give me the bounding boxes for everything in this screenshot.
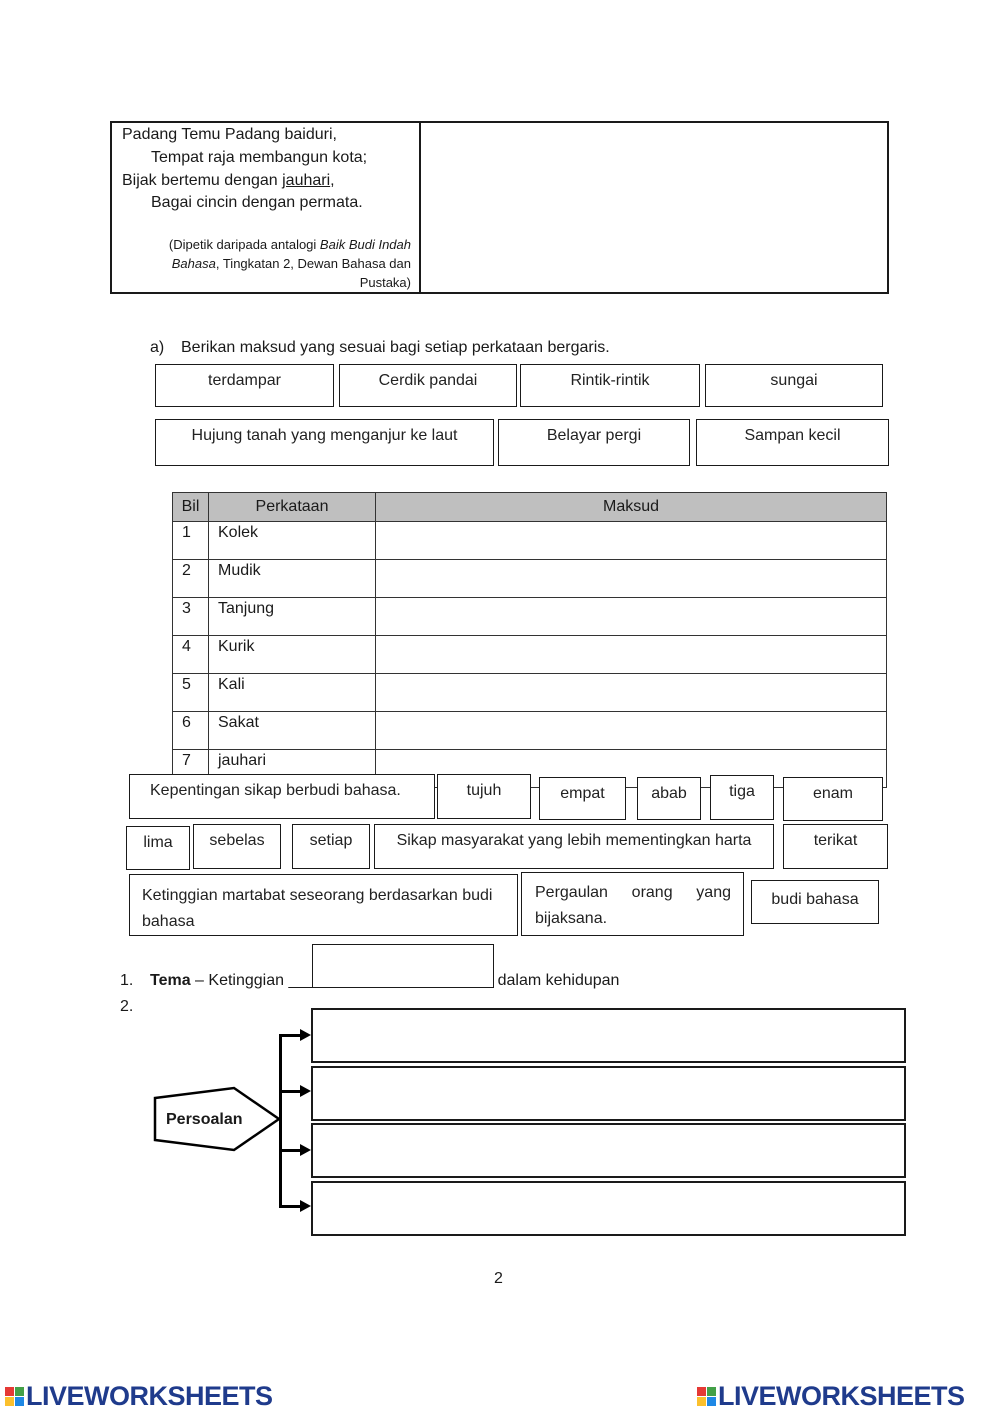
footer-brand-left: LIVEWORKSHEETS [26,1380,273,1411]
tema-number: 1. [120,972,134,989]
answer-chip-abab[interactable]: abab [637,777,701,820]
tema-label: Tema [150,972,191,989]
poem-text-cell [112,123,421,292]
answer-chip-lima[interactable]: lima [126,826,190,870]
footer-logo-right[interactable] [697,1379,965,1413]
meaning-table [172,492,887,788]
row-word: Sakat [209,712,376,750]
bracket-vertical-line [279,1035,282,1208]
poem-answer-cell[interactable] [421,123,887,292]
arrow-head-1-icon [300,1029,311,1041]
row-answer-drop[interactable] [376,598,887,636]
row-answer-drop[interactable] [376,560,887,598]
table-row [173,636,887,674]
row-bil: 5 [173,674,209,712]
answer-chip-ketinggian-martabat[interactable]: Ketinggian martabat seseorang berdasarkan budi bahasa [129,874,518,936]
source-suffix: , Tingkatan 2, Dewan Bahasa dan Pustaka) [215,256,411,290]
table-row [173,522,887,560]
row-answer-drop[interactable] [376,674,887,712]
table-row [173,560,887,598]
poem-source [131,235,411,292]
arrow-head-4-icon [300,1200,311,1212]
answer-chip-budi-bahasa[interactable]: budi bahasa [751,880,879,924]
persoalan-answer-box-2[interactable] [311,1066,906,1121]
persoalan-answer-box-4[interactable] [311,1181,906,1236]
answer-chip-tiga[interactable]: tiga [710,775,774,820]
persoalan-label: Persoalan [166,1111,243,1128]
answer-chip-enam[interactable]: enam [783,777,883,821]
row-word: jauhari [209,750,376,788]
poem-line-3-comma: , [330,172,335,189]
table-header-row [173,493,887,522]
logo-mark-icon [697,1387,716,1406]
row-bil: 2 [173,560,209,598]
row-answer-drop[interactable] [376,522,887,560]
row-word: Tanjung [209,598,376,636]
tema-blank-line: _______________________ [288,972,494,989]
arrow-stem-3 [279,1149,301,1152]
answer-chip-hujung-tanah[interactable]: Hujung tanah yang menganjur ke laut [155,419,494,466]
footer-logo-left[interactable] [5,1379,273,1413]
row-bil: 6 [173,712,209,750]
row-answer-drop[interactable] [376,636,887,674]
poem-box [110,121,889,294]
row-word: Kali [209,674,376,712]
poem-line-1: Padang Temu Padang baiduri, [122,126,337,143]
persoalan-number: 2. [120,998,134,1015]
source-prefix: (Dipetik daripada antalogi [168,237,320,252]
header-bil: Bil [173,493,209,522]
question-a-text: Berikan maksud yang sesuai bagi setiap perkataan bergaris. [181,339,610,356]
row-word: Mudik [209,560,376,598]
persoalan-answer-box-1[interactable] [311,1008,906,1063]
question-a-label: a) [150,339,165,356]
answer-chip-sungai[interactable]: sungai [705,364,883,407]
poem-line-3-text: Bijak bertemu dengan [122,172,283,189]
row-bil: 7 [173,750,209,788]
poem-line-4: Bagai cincin dengan permata. [151,194,363,211]
row-word: Kolek [209,522,376,560]
header-perkataan: Perkataan [209,493,376,522]
arrow-stem-1 [279,1034,301,1037]
arrow-head-3-icon [300,1144,311,1156]
answer-chip-tujuh[interactable]: tujuh [437,774,531,819]
persoalan-answer-box-3[interactable] [311,1123,906,1178]
answer-chip-terikat[interactable]: terikat [783,824,888,869]
row-answer-drop[interactable] [376,712,887,750]
answer-chip-empat[interactable]: empat [539,777,626,820]
table-row [173,674,887,712]
page-number: 2 [494,1270,503,1287]
tema-prefix: – Ketinggian [190,972,289,989]
answer-chip-setiap[interactable]: setiap [292,824,370,869]
arrow-head-2-icon [300,1085,311,1097]
row-bil: 1 [173,522,209,560]
arrow-stem-2 [279,1090,301,1093]
table-row [173,712,887,750]
row-bil: 3 [173,598,209,636]
answer-chip-sebelas[interactable]: sebelas [193,824,281,869]
answer-chip-sikap-masyarakat[interactable]: Sikap masyarakat yang lebih mementingkan harta [374,824,774,869]
answer-chip-rintik-rintik[interactable]: Rintik-rintik [520,364,700,407]
answer-chip-terdampar[interactable]: terdampar [155,364,334,407]
row-word: Kurik [209,636,376,674]
tema-suffix: dalam kehidupan [493,972,620,989]
tema-drop-box[interactable] [312,944,494,988]
source-title: Baik Budi Indah Bahasa [171,237,411,271]
row-bil: 4 [173,636,209,674]
answer-chip-kepentingan-sikap[interactable]: Kepentingan sikap berbudi bahasa. [129,774,435,819]
header-maksud: Maksud [376,493,887,522]
footer-brand-right: LIVEWORKSHEETS [718,1380,965,1411]
poem-line-2: Tempat raja membangun kota; [151,149,368,166]
logo-mark-icon [5,1387,24,1406]
answer-chip-pergaulan[interactable]: Pergaulan orang yang bijaksana. [521,872,744,936]
underlined-word-jauhari: jauhari [282,172,331,189]
poem-line-3 [122,172,335,190]
table-row [173,598,887,636]
arrow-stem-4 [279,1205,301,1208]
answer-chip-belayar-pergi[interactable]: Belayar pergi [498,419,690,466]
answer-chip-cerdik-pandai[interactable]: Cerdik pandai [339,364,517,407]
answer-chip-sampan-kecil[interactable]: Sampan kecil [696,419,889,466]
